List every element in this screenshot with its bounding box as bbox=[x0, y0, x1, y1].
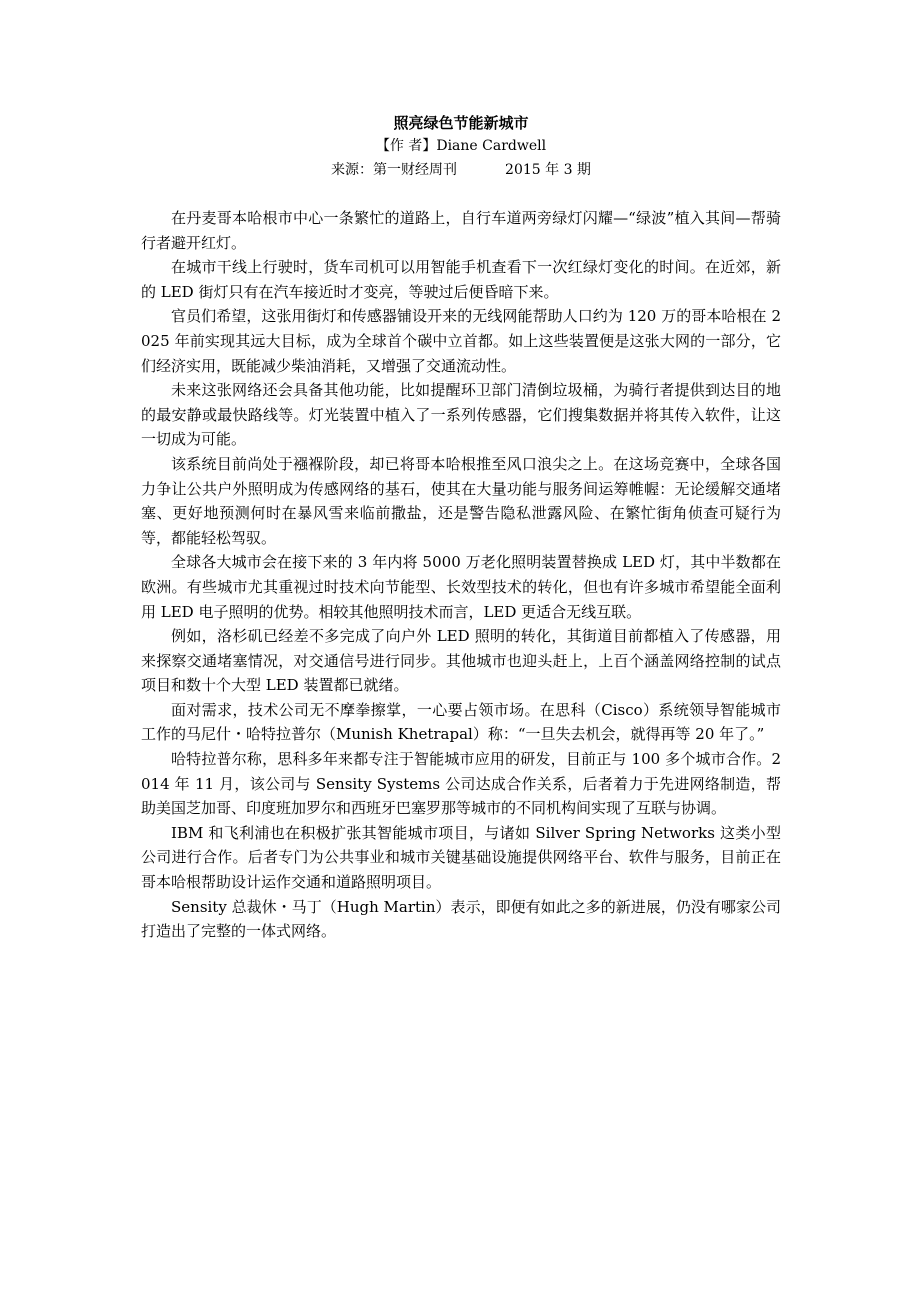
paragraph: 哈特拉普尔称，思科多年来都专注于智能城市应用的研发，目前正与 100 多个城市合作。2014 年 11 月，该公司与 Sensity Systems 公司达成合作关系，后者着力于先进网络制造，帮助美国芝加哥、印度班加罗尔和西班牙巴塞罗那等城市的不同机构间实现了互联与协调。 bbox=[141, 750, 781, 818]
document-page bbox=[141, 112, 781, 944]
source-line bbox=[141, 158, 781, 182]
source-label: 来源：第一财经周刊 bbox=[331, 162, 458, 178]
author-line bbox=[141, 134, 781, 158]
paragraph: Sensity 总裁休・马丁（Hugh Martin）表示，即便有如此之多的新进展，仍没有哪家公司打造出了完整的一体式网络。 bbox=[141, 897, 781, 941]
article-body bbox=[141, 206, 781, 944]
author-prefix: 【作 者】 bbox=[375, 138, 437, 154]
paragraph: 官员们希望，这张用街灯和传感器铺设开来的无线网能帮助人口约为 120 万的哥本哈根在 2025 年前实现其远大目标，成为全球首个碳中立首都。如上这些装置便是这张大网的一部分，它们经济实用，既能减少柴油消耗，又增强了交通流动性。 bbox=[141, 307, 781, 375]
article-title: 照亮绿色节能新城市 bbox=[393, 114, 529, 132]
paragraph: 未来这张网络还会具备其他功能，比如提醒环卫部门清倒垃圾桶，为骑行者提供到达目的地的最安静或最快路线等。灯光装置中植入了一系列传感器，它们搜集数据并将其传入软件，让这一切成为可能。 bbox=[141, 381, 781, 449]
paragraph: IBM 和飞利浦也在积极扩张其智能城市项目，与诸如 Silver Spring Networks 这类小型公司进行合作。后者专门为公共事业和城市关键基础设施提供网络平台、软件与服务，目前正在哥本哈根帮助设计运作交通和道路照明项目。 bbox=[141, 823, 781, 892]
paragraph: 例如，洛杉矶已经差不多完成了向户外 LED 照明的转化，其街道目前都植入了传感器，用来探察交通堵塞情况，对交通信号进行同步。其他城市也迎头赶上，上百个涵盖网络控制的试点项目和数十个大型 LED 装置都已就绪。 bbox=[141, 627, 781, 695]
author-name: Diane Cardwell bbox=[436, 138, 547, 154]
paragraph: 该系统目前尚处于襁褓阶段，却已将哥本哈根推至风口浪尖之上。在这场竞赛中，全球各国力争让公共户外照明成为传感网络的基石，使其在大量功能与服务间运筹帷幄：无论缓解交通堵塞、更好地预测何时在暴风雪来临前撒盐，还是警告隐私泄露风险、在繁忙街角侦查可疑行为等，都能轻松驾驭。 bbox=[141, 454, 781, 547]
issue-label: 2015 年 3 期 bbox=[505, 162, 591, 178]
paragraph: 全球各大城市会在接下来的 3 年内将 5000 万老化照明装置替换成 LED 灯，其中半数都在欧洲。有些城市尤其重视过时技术向节能型、长效型技术的转化，但也有许多城市希望能全面利用 LED 电子照明的优势。相较其他照明技术而言，LED 更适合无线互联。 bbox=[141, 553, 781, 621]
paragraph: 在丹麦哥本哈根市中心一条繁忙的道路上，自行车道两旁绿灯闪耀—“绿波”植入其间—帮骑行者避开红灯。 bbox=[141, 209, 781, 252]
paragraph: 在城市干线上行驶时，货车司机可以用智能手机查看下一次红绿灯变化的时间。在近郊，新的 LED 街灯只有在汽车接近时才变亮，等驶过后便昏暗下来。 bbox=[141, 258, 781, 301]
paragraph: 面对需求，技术公司无不摩拳擦掌，一心要占领市场。在思科（Cisco）系统领导智能城市工作的马尼什・哈特拉普尔（Munish Khetrapal）称：“一旦失去机会，就得再等 20 年了。” bbox=[141, 700, 781, 744]
